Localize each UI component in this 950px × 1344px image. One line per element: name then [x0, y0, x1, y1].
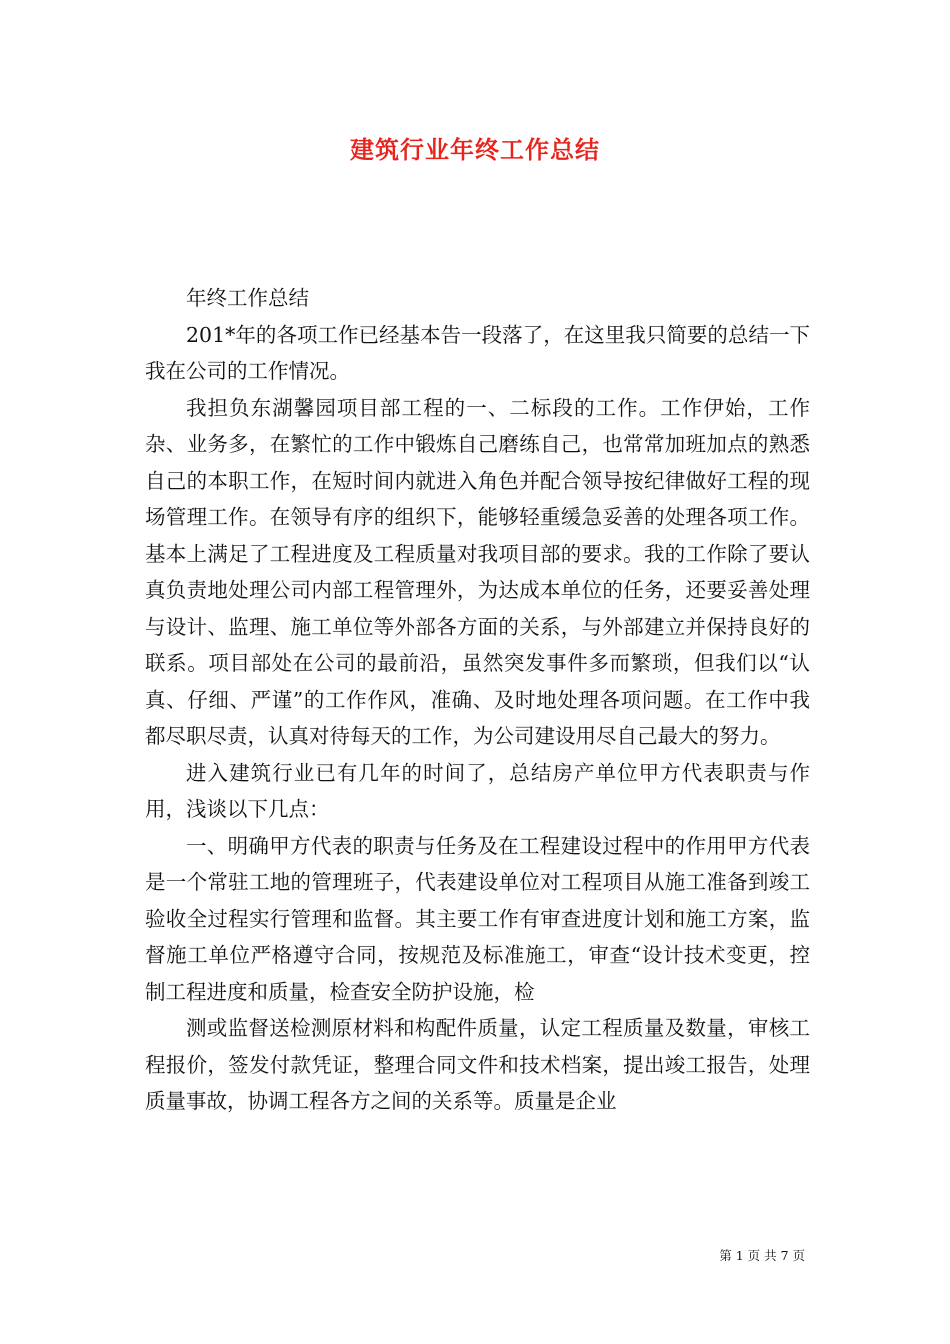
paragraph-section-one: 一、明确甲方代表的职责与任务及在工程建设过程中的作用甲方代表是一个常驻工地的管理班子，代表建设单位对工程项目从施工准备到竣工验收全过程实行管理和监督。其主要工作有审查进度计划和施工方案，监督施工单位严格遵守合同，按规范及标准施工，审查“设计技术变更，控制工程进度和质量，检查安全防护设施，检 — [145, 833, 810, 1004]
paragraph-heading: 年终工作总结 — [186, 286, 309, 310]
page-number: 第 1 页 共 7 页 — [719, 1248, 805, 1263]
paragraph-work: 我担负东湖馨园项目部工程的一、二标段的工作。工作伊始，工作杂、业务多，在繁忙的工作中锻炼自己磨练自己，也常常加班加点的熟悉自己的本职工作，在短时间内就进入角色并配合领导按纪律做好工程的现场管理工作。在领导有序的组织下，能够轻重缓急妥善的处理各项工作。基本上满足了工程进度及工程质量对我项目部的要求。我的工作除了要认真负责地处理公司内部工程管理外，为达成本单位的任务，还要妥善处理与设计、监理、施工单位等外部各方面的关系，与外部建立并保持良好的联系。项目部处在公司的最前沿，虽然突发事件多而繁琐，但我们以“认真、仔细、严谨”的工作作风，准确、及时地处理各项问题。在工作中我都尽职尽责，认真对待每天的工作，为公司建设用尽自己最大的努力。 — [145, 395, 810, 748]
document-body — [145, 280, 810, 1120]
paragraph-continuation: 测或监督送检测原材料和构配件质量，认定工程质量及数量，审核工程报价，签发付款凭证，整理合同文件和技术档案，提出竣工报告，处理质量事故，协调工程各方之间的关系等。质量是企业 — [145, 1016, 810, 1113]
paragraph-experience: 进入建筑行业已有几年的时间了，总结房产单位甲方代表职责与作用，浅谈以下几点： — [145, 760, 810, 821]
document-title: 建筑行业年终工作总结 — [350, 135, 600, 164]
paragraph-intro: 201*年的各项工作已经基本告一段落了，在这里我只简要的总结一下我在公司的工作情况。 — [145, 322, 810, 383]
